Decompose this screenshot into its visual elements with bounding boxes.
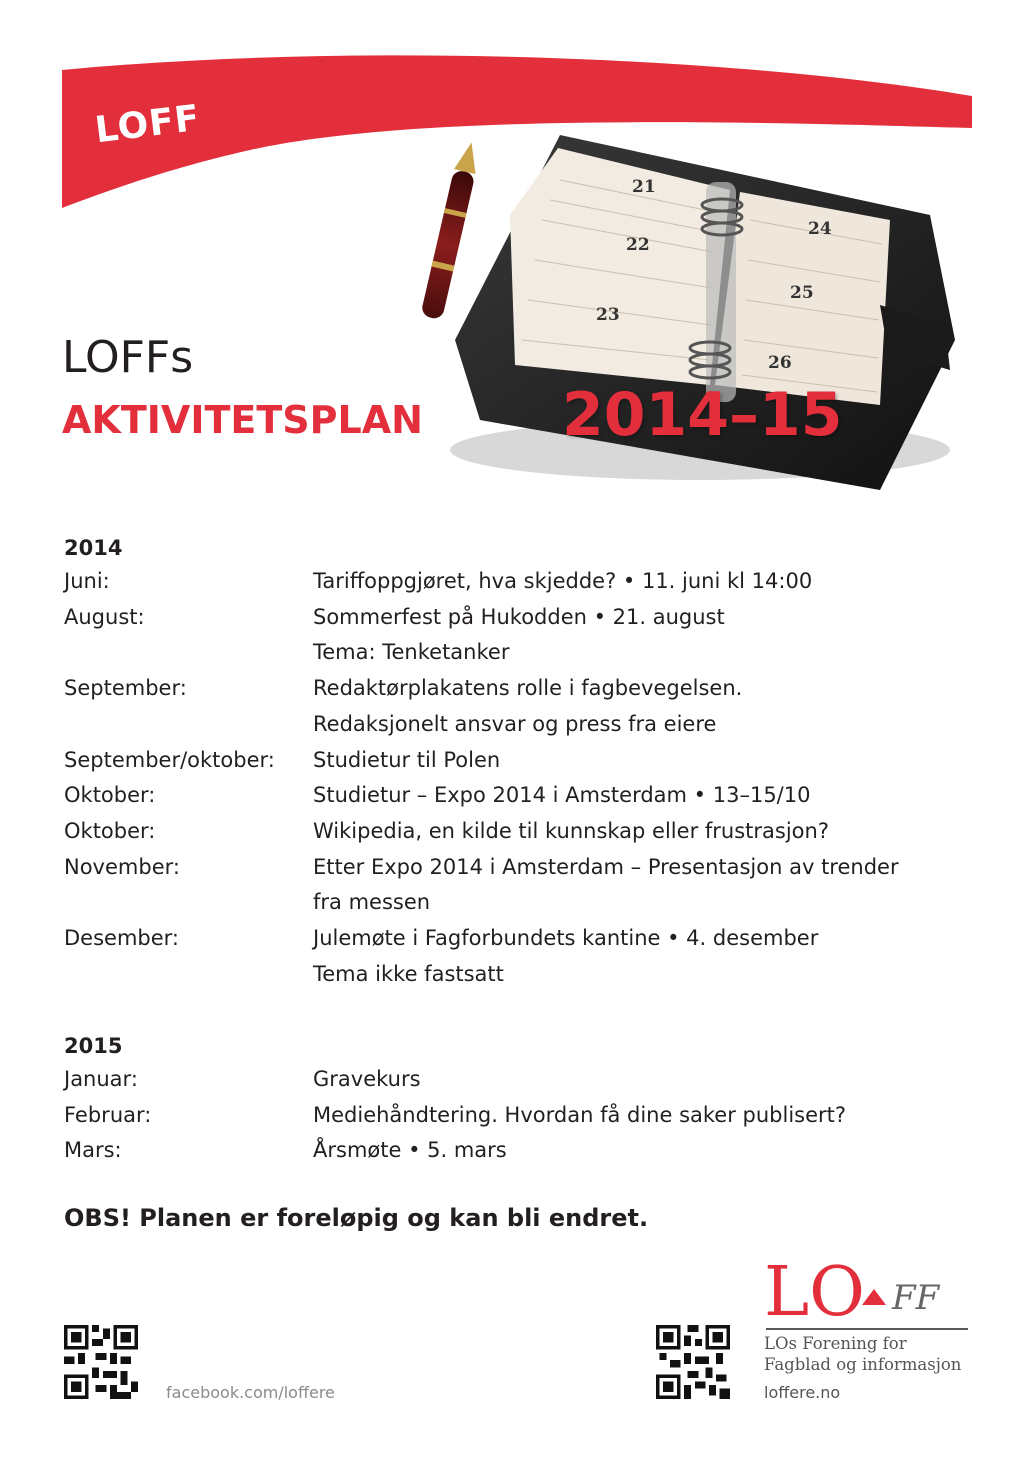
activity-row xyxy=(64,850,984,921)
section-2015 xyxy=(64,1030,984,1169)
organization-name-line1: LOs Forening for xyxy=(764,1334,907,1353)
activity-text: Mediehåndtering. Hvordan få dine saker publisert? xyxy=(313,1102,847,1127)
title-year: 2014–15 xyxy=(562,380,843,450)
title-main: AKTIVITETSPLAN xyxy=(62,398,423,442)
activity-month: November: xyxy=(64,854,180,879)
title-small: LOFFs xyxy=(62,332,194,383)
activity-text: Studietur til Polen xyxy=(313,747,501,772)
website-link[interactable]: loffere.no xyxy=(764,1383,841,1402)
activity-row xyxy=(64,564,984,600)
activity-text: Redaktørplakatens rolle i fagbevegelsen. xyxy=(313,676,743,701)
activity-month: Oktober: xyxy=(64,783,156,808)
logo-ff-text: FF xyxy=(892,1278,940,1318)
section-year-heading: 2014 xyxy=(64,536,123,560)
qr-code-facebook[interactable] xyxy=(64,1325,138,1399)
activity-row xyxy=(64,778,984,814)
activity-month: Februar: xyxy=(64,1102,152,1127)
planner-page-21: 21 xyxy=(632,177,656,197)
qr-code-website[interactable] xyxy=(656,1325,730,1399)
planner-page-24: 24 xyxy=(808,219,832,239)
activity-text: Årsmøte • 5. mars xyxy=(313,1138,507,1163)
activity-month: Juni: xyxy=(64,569,110,593)
activity-month: Januar: xyxy=(64,1067,138,1091)
planner-illustration xyxy=(410,120,970,510)
section-2014 xyxy=(64,532,984,992)
activity-row xyxy=(64,814,984,850)
organization-name-line2: Fagblad og informasjon xyxy=(764,1355,962,1374)
lo-ff-logo xyxy=(764,1253,974,1333)
facebook-link[interactable]: facebook.com/loffere xyxy=(166,1383,335,1402)
logo-lo-text: LO xyxy=(764,1253,865,1332)
activity-row xyxy=(64,1062,984,1098)
activity-text: Etter Expo 2014 i Amsterdam – Presentasjon av trender xyxy=(313,854,899,879)
activity-text: fra messen xyxy=(313,890,431,915)
activity-month: September/oktober: xyxy=(64,747,275,772)
activity-text: Redaksjonelt ansvar og press fra eiere xyxy=(313,711,717,736)
activity-text: Studietur – Expo 2014 i Amsterdam • 13–15/10 xyxy=(313,783,811,808)
activity-text: Tema ikke fastsatt xyxy=(313,961,504,986)
activity-text: Julemøte i Fagforbundets kantine • 4. desember xyxy=(313,926,819,951)
planner-page-25: 25 xyxy=(790,283,814,303)
planner-page-22: 22 xyxy=(626,235,650,255)
activity-row xyxy=(64,921,984,992)
activity-month: Desember: xyxy=(64,926,179,951)
activity-row xyxy=(64,600,984,671)
activity-row xyxy=(64,1098,984,1134)
activity-month: Mars: xyxy=(64,1138,122,1163)
activity-row xyxy=(64,671,984,742)
section-year-heading: 2015 xyxy=(64,1034,123,1058)
notice-text: OBS! Planen er foreløpig og kan bli endret. xyxy=(64,1204,649,1232)
activity-text: Wikipedia, en kilde til kunnskap eller frustrasjon? xyxy=(313,818,829,843)
activity-row xyxy=(64,1133,984,1169)
planner-page-26: 26 xyxy=(768,353,792,373)
banner-label: LOFF xyxy=(92,97,203,152)
planner-page-23: 23 xyxy=(596,305,620,325)
activity-row xyxy=(64,743,984,779)
activity-month: August: xyxy=(64,604,145,629)
activity-text: Sommerfest på Hukodden • 21. august xyxy=(313,604,725,629)
activity-month: September: xyxy=(64,676,187,701)
activity-text: Tariffoppgjøret, hva skjedde? • 11. juni kl 14:00 xyxy=(313,569,813,593)
activity-text: Tema: Tenketanker xyxy=(313,640,510,665)
activity-text: Gravekurs xyxy=(313,1067,421,1091)
activity-month: Oktober: xyxy=(64,818,156,843)
